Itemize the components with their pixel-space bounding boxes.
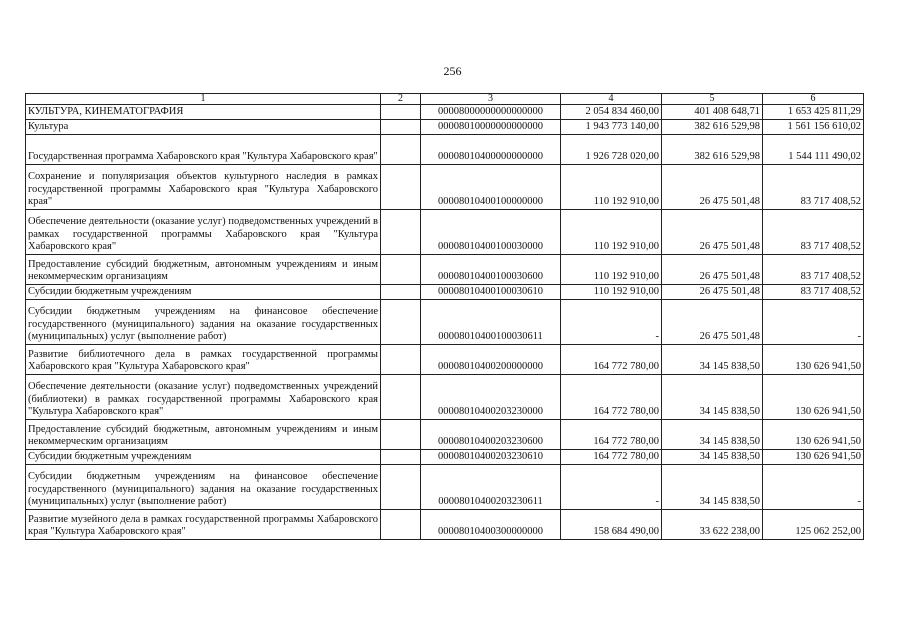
row-value-col4: -: [561, 465, 662, 510]
row-value-col4: -: [561, 300, 662, 345]
row-name-cell: Обеспечение деятельности (оказание услуг) подведомственных учреждений (библиотеки) в рамках государственной программы Хабаровского края "Культура Хабаровского края": [26, 375, 381, 420]
row-value-col4: 164 772 780,00: [561, 375, 662, 420]
row-value-col4: 1 926 728 020,00: [561, 135, 662, 165]
header-cell: 3: [421, 94, 561, 105]
row-value-col5: 34 145 838,50: [662, 465, 763, 510]
row-name-cell: Развитие библиотечного дела в рамках государственной программы Хабаровского края "Культура Хабаровского края": [26, 345, 381, 375]
row-name-cell: Субсидии бюджетным учреждениям на финансовое обеспечение государственного (муниципального) задания на оказание государственных (муниципальных) услуг (выполнение работ): [26, 300, 381, 345]
row-value-col6: 130 626 941,50: [763, 375, 864, 420]
row-name-cell: Предоставление субсидий бюджетным, автономным учреждениям и иным некоммерческим организациям: [26, 255, 381, 285]
row-value-col6: 130 626 941,50: [763, 420, 864, 450]
row-code-cell: 00008010400100030000: [421, 210, 561, 255]
row-col2-cell: [381, 255, 421, 285]
row-value-col6: 83 717 408,52: [763, 210, 864, 255]
row-value-col5: 34 145 838,50: [662, 420, 763, 450]
header-cell: 4: [561, 94, 662, 105]
row-col2-cell: [381, 135, 421, 165]
row-value-col4: 2 054 834 460,00: [561, 105, 662, 120]
row-col2-cell: [381, 210, 421, 255]
row-value-col5: 34 145 838,50: [662, 345, 763, 375]
row-value-col5: 26 475 501,48: [662, 210, 763, 255]
row-code-cell: 00008010400100000000: [421, 165, 561, 210]
row-col2-cell: [381, 165, 421, 210]
row-col2-cell: [381, 120, 421, 135]
row-code-cell: 00008010400100030610: [421, 285, 561, 300]
row-value-col4: 158 684 490,00: [561, 510, 662, 540]
row-name-cell: Субсидии бюджетным учреждениям: [26, 450, 381, 465]
row-code-cell: 00008010400100030611: [421, 300, 561, 345]
row-col2-cell: [381, 510, 421, 540]
row-code-cell: 00008010400300000000: [421, 510, 561, 540]
row-value-col6: 1 561 156 610,02: [763, 120, 864, 135]
table-row: [26, 165, 864, 210]
row-name-cell: Развитие музейного дела в рамках государственной программы Хабаровского края "Культура Хабаровского края": [26, 510, 381, 540]
row-value-col6: 83 717 408,52: [763, 165, 864, 210]
row-value-col6: -: [763, 300, 864, 345]
header-cell: 6: [763, 94, 864, 105]
row-value-col5: 26 475 501,48: [662, 285, 763, 300]
row-code-cell: 00008010400200000000: [421, 345, 561, 375]
row-code-cell: 00008010400203230000: [421, 375, 561, 420]
row-value-col5: 26 475 501,48: [662, 300, 763, 345]
row-value-col4: 110 192 910,00: [561, 255, 662, 285]
budget-table: [25, 93, 864, 540]
row-value-col4: 1 943 773 140,00: [561, 120, 662, 135]
row-col2-cell: [381, 465, 421, 510]
row-code-cell: 00008010000000000000: [421, 120, 561, 135]
row-col2-cell: [381, 375, 421, 420]
table-row: [26, 375, 864, 420]
row-code-cell: 00008010400203230600: [421, 420, 561, 450]
row-value-col4: 110 192 910,00: [561, 285, 662, 300]
row-value-col6: 83 717 408,52: [763, 285, 864, 300]
row-value-col5: 34 145 838,50: [662, 375, 763, 420]
table-row: [26, 510, 864, 540]
row-value-col5: 382 616 529,98: [662, 120, 763, 135]
row-code-cell: 00008010400203230611: [421, 465, 561, 510]
row-value-col4: 164 772 780,00: [561, 420, 662, 450]
row-col2-cell: [381, 285, 421, 300]
row-name-cell: Государственная программа Хабаровского края "Культура Хабаровского края": [26, 135, 381, 165]
row-value-col6: -: [763, 465, 864, 510]
row-name-cell: Культура: [26, 120, 381, 135]
row-col2-cell: [381, 345, 421, 375]
row-value-col6: 130 626 941,50: [763, 450, 864, 465]
row-value-col5: 26 475 501,48: [662, 255, 763, 285]
row-value-col4: 164 772 780,00: [561, 450, 662, 465]
row-value-col5: 401 408 648,71: [662, 105, 763, 120]
table-row: [26, 345, 864, 375]
table-row: [26, 255, 864, 285]
table-row: [26, 420, 864, 450]
table-row: [26, 465, 864, 510]
header-row: [26, 94, 864, 105]
row-code-cell: 00008010400203230610: [421, 450, 561, 465]
row-name-cell: Обеспечение деятельности (оказание услуг) подведомственных учреждений в рамках государственной программы Хабаровского края "Культура Хабаровского края": [26, 210, 381, 255]
row-value-col5: 26 475 501,48: [662, 165, 763, 210]
row-value-col6: 83 717 408,52: [763, 255, 864, 285]
row-value-col5: 33 622 238,00: [662, 510, 763, 540]
row-code-cell: 00008010400100030600: [421, 255, 561, 285]
row-name-cell: КУЛЬТУРА, КИНЕМАТОГРАФИЯ: [26, 105, 381, 120]
row-value-col6: 130 626 941,50: [763, 345, 864, 375]
row-name-cell: Субсидии бюджетным учреждениям: [26, 285, 381, 300]
row-value-col5: 382 616 529,98: [662, 135, 763, 165]
row-code-cell: 00008010400000000000: [421, 135, 561, 165]
table-row: [26, 285, 864, 300]
row-value-col6: 1 653 425 811,29: [763, 105, 864, 120]
row-col2-cell: [381, 450, 421, 465]
row-value-col6: 1 544 111 490,02: [763, 135, 864, 165]
row-col2-cell: [381, 420, 421, 450]
row-col2-cell: [381, 105, 421, 120]
header-cell: 2: [381, 94, 421, 105]
table-row: [26, 300, 864, 345]
table-row: [26, 120, 864, 135]
row-value-col6: 125 062 252,00: [763, 510, 864, 540]
row-value-col5: 34 145 838,50: [662, 450, 763, 465]
table-row: [26, 105, 864, 120]
header-cell: 1: [26, 94, 381, 105]
header-cell: 5: [662, 94, 763, 105]
row-code-cell: 00008000000000000000: [421, 105, 561, 120]
table-row: [26, 210, 864, 255]
table-row: [26, 450, 864, 465]
row-value-col4: 110 192 910,00: [561, 210, 662, 255]
row-col2-cell: [381, 300, 421, 345]
row-name-cell: Сохранение и популяризация объектов культурного наследия в рамках государственной программы Хабаровского края "Культура Хабаровского края": [26, 165, 381, 210]
row-value-col4: 164 772 780,00: [561, 345, 662, 375]
row-name-cell: Предоставление субсидий бюджетным, автономным учреждениям и иным некоммерческим организациям: [26, 420, 381, 450]
table-row: [26, 135, 864, 165]
row-name-cell: Субсидии бюджетным учреждениям на финансовое обеспечение государственного (муниципального) задания на оказание государственных (муниципальных) услуг (выполнение работ): [26, 465, 381, 510]
row-value-col4: 110 192 910,00: [561, 165, 662, 210]
page-number: 256: [443, 64, 462, 78]
